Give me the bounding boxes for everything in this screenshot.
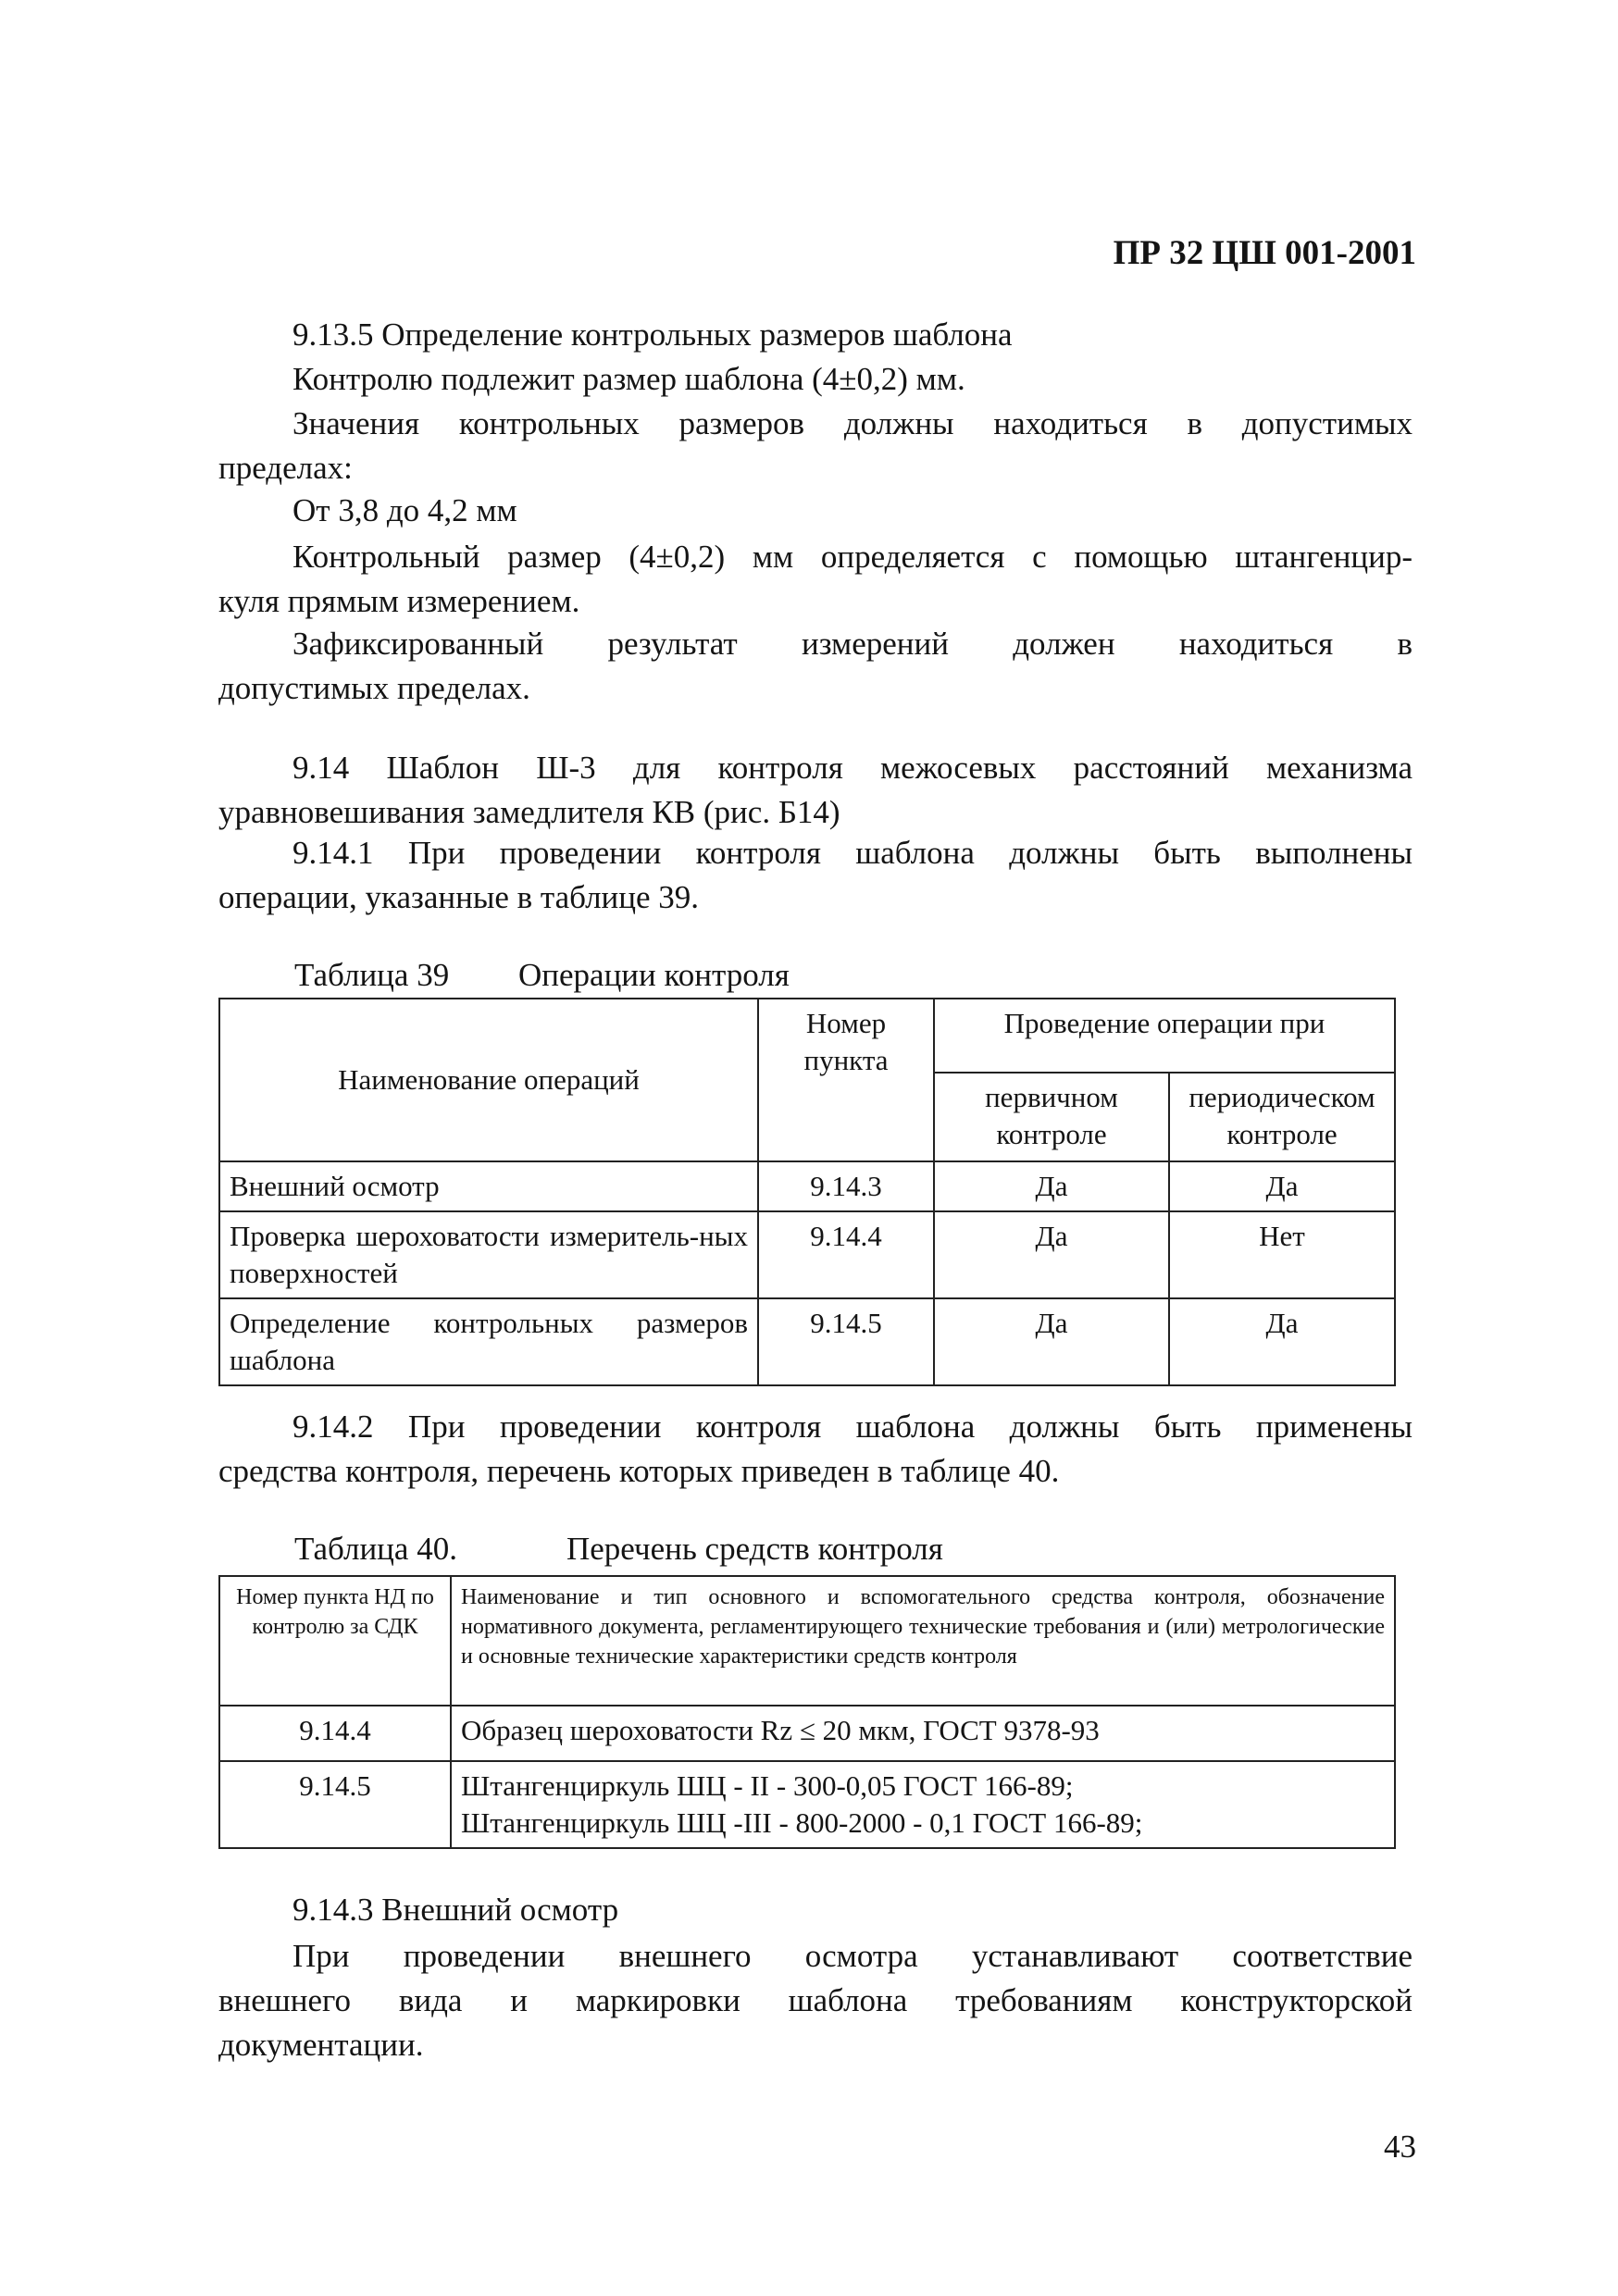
paragraph-external-inspection — [218, 1934, 1413, 2067]
cell-primary: Да — [934, 1298, 1169, 1385]
page-number: 43 — [1384, 2128, 1416, 2165]
paragraph-line: куля прямым измерением. — [218, 583, 580, 619]
paragraph-line: пределах: — [218, 450, 353, 486]
header-item-number: Номер пункта — [758, 999, 934, 1161]
table-40 — [218, 1575, 1396, 1849]
paragraph-line: допустимых пределах. — [218, 670, 530, 706]
header-item-number: Номер пункта НД по контролю за СДК — [219, 1576, 451, 1706]
cell-item: 9.14.4 — [758, 1211, 934, 1298]
paragraph-9-14-1 — [218, 831, 1413, 920]
paragraph-line: 9.14 Шаблон Ш-3 для контроля межосевых расстояний механизма — [292, 750, 1413, 786]
cell-primary: Да — [934, 1211, 1169, 1298]
cell-item: 9.14.3 — [758, 1161, 934, 1211]
paragraph-line: Контрольный размер (4±0,2) мм определяется с помощью штангенцир- — [292, 539, 1413, 575]
section-title-text: 9.14.3 Внешний осмотр — [292, 1892, 619, 1928]
paragraph-line: уравновешивания замедлителя КВ (рис. Б14) — [218, 794, 840, 830]
cell-operation: Внешний осмотр — [219, 1161, 758, 1211]
paragraph-line: средства контроля, перечень которых приведен в таблице 40. — [218, 1453, 1060, 1489]
paragraph-text: От 3,8 до 4,2 мм — [292, 492, 517, 528]
table-row — [219, 1761, 1395, 1848]
paragraph-line: 9.14.1 При проведении контроля шаблона должны быть выполнены — [292, 835, 1413, 871]
cell-primary: Да — [934, 1161, 1169, 1211]
cell-periodic: Да — [1169, 1161, 1395, 1211]
header-operation-name: Наименование операций — [219, 999, 758, 1161]
cell-control-means — [451, 1761, 1395, 1848]
table-row — [219, 1706, 1395, 1761]
paragraph-line: документации. — [218, 2027, 424, 2063]
table-header-row — [219, 1576, 1395, 1706]
section-title-text: 9.13.5 Определение контрольных размеров шаблона — [292, 316, 1013, 353]
cell-item: 9.14.5 — [219, 1761, 451, 1848]
section-9-14-heading — [218, 746, 1413, 835]
table-row — [219, 1161, 1395, 1211]
paragraph-line: Зафиксированный результат измерений должен находиться в — [292, 626, 1413, 662]
control-means-line: Образец шероховатости Rz ≤ 20 мкм, ГОСТ 9378-93 — [461, 1714, 1100, 1746]
header-periodic-control: периодическом контроле — [1169, 1073, 1395, 1161]
table39-caption-title: Операции контроля — [518, 957, 790, 993]
section-9-14-3-title — [218, 1888, 1413, 1932]
paragraph-text: Контролю подлежит размер шаблона (4±0,2) мм. — [292, 361, 965, 397]
cell-periodic: Нет — [1169, 1211, 1395, 1298]
cell-control-means — [451, 1706, 1395, 1761]
cell-item: 9.14.4 — [219, 1706, 451, 1761]
cell-item: 9.14.5 — [758, 1298, 934, 1385]
paragraph-line: операции, указанные в таблице 39. — [218, 879, 700, 915]
control-means-line: Штангенциркуль ШЦ - II - 300-0,05 ГОСТ 166-89; — [461, 1769, 1074, 1802]
table-row — [219, 1211, 1395, 1298]
paragraph-9-14-2 — [218, 1405, 1413, 1494]
cell-operation: Определение контрольных размеров шаблона — [219, 1298, 758, 1385]
paragraph-measurement-method — [218, 535, 1413, 624]
paragraph-recorded-result — [218, 622, 1413, 711]
table-header-row — [219, 999, 1395, 1073]
table-39 — [218, 998, 1396, 1386]
paragraph-range — [218, 489, 1413, 533]
paragraph-values-within-limits — [218, 402, 1413, 490]
table-row — [219, 1298, 1395, 1385]
paragraph-line: 9.14.2 При проведении контроля шаблона должны быть применены — [292, 1409, 1413, 1445]
header-primary-control: первичном контроле — [934, 1073, 1169, 1161]
cell-operation: Проверка шероховатости измеритель-ных поверхностей — [219, 1211, 758, 1298]
paragraph-line: внешнего вида и маркировки шаблона требованиям конструкторской — [218, 1982, 1413, 2018]
header-control-means: Наименование и тип основного и вспомогательного средства контроля, обозначение нормативного документа, регламентирующего технические требования и (или) метрологические и основные технические характеристики средств контроля — [451, 1576, 1395, 1706]
cell-periodic: Да — [1169, 1298, 1395, 1385]
table40-caption-title: Перечень средств контроля — [566, 1531, 943, 1567]
table39-caption-number: Таблица 39 — [294, 957, 450, 993]
document-code-header: ПР 32 ЦШ 001-2001 — [1113, 234, 1416, 272]
table40-caption-number: Таблица 40. — [294, 1531, 457, 1567]
paragraph-line: Значения контрольных размеров должны находиться в допустимых — [292, 405, 1413, 441]
control-means-line: Штангенциркуль ШЦ -III - 800-2000 - 0,1 ГОСТ 166-89; — [461, 1806, 1143, 1839]
paragraph-line: При проведении внешнего осмотра устанавливают соответствие — [292, 1938, 1413, 1974]
paragraph-control-size — [218, 357, 1413, 402]
section-9-13-5-title — [218, 313, 1413, 357]
header-conduct-operation: Проведение операции при — [934, 999, 1395, 1073]
